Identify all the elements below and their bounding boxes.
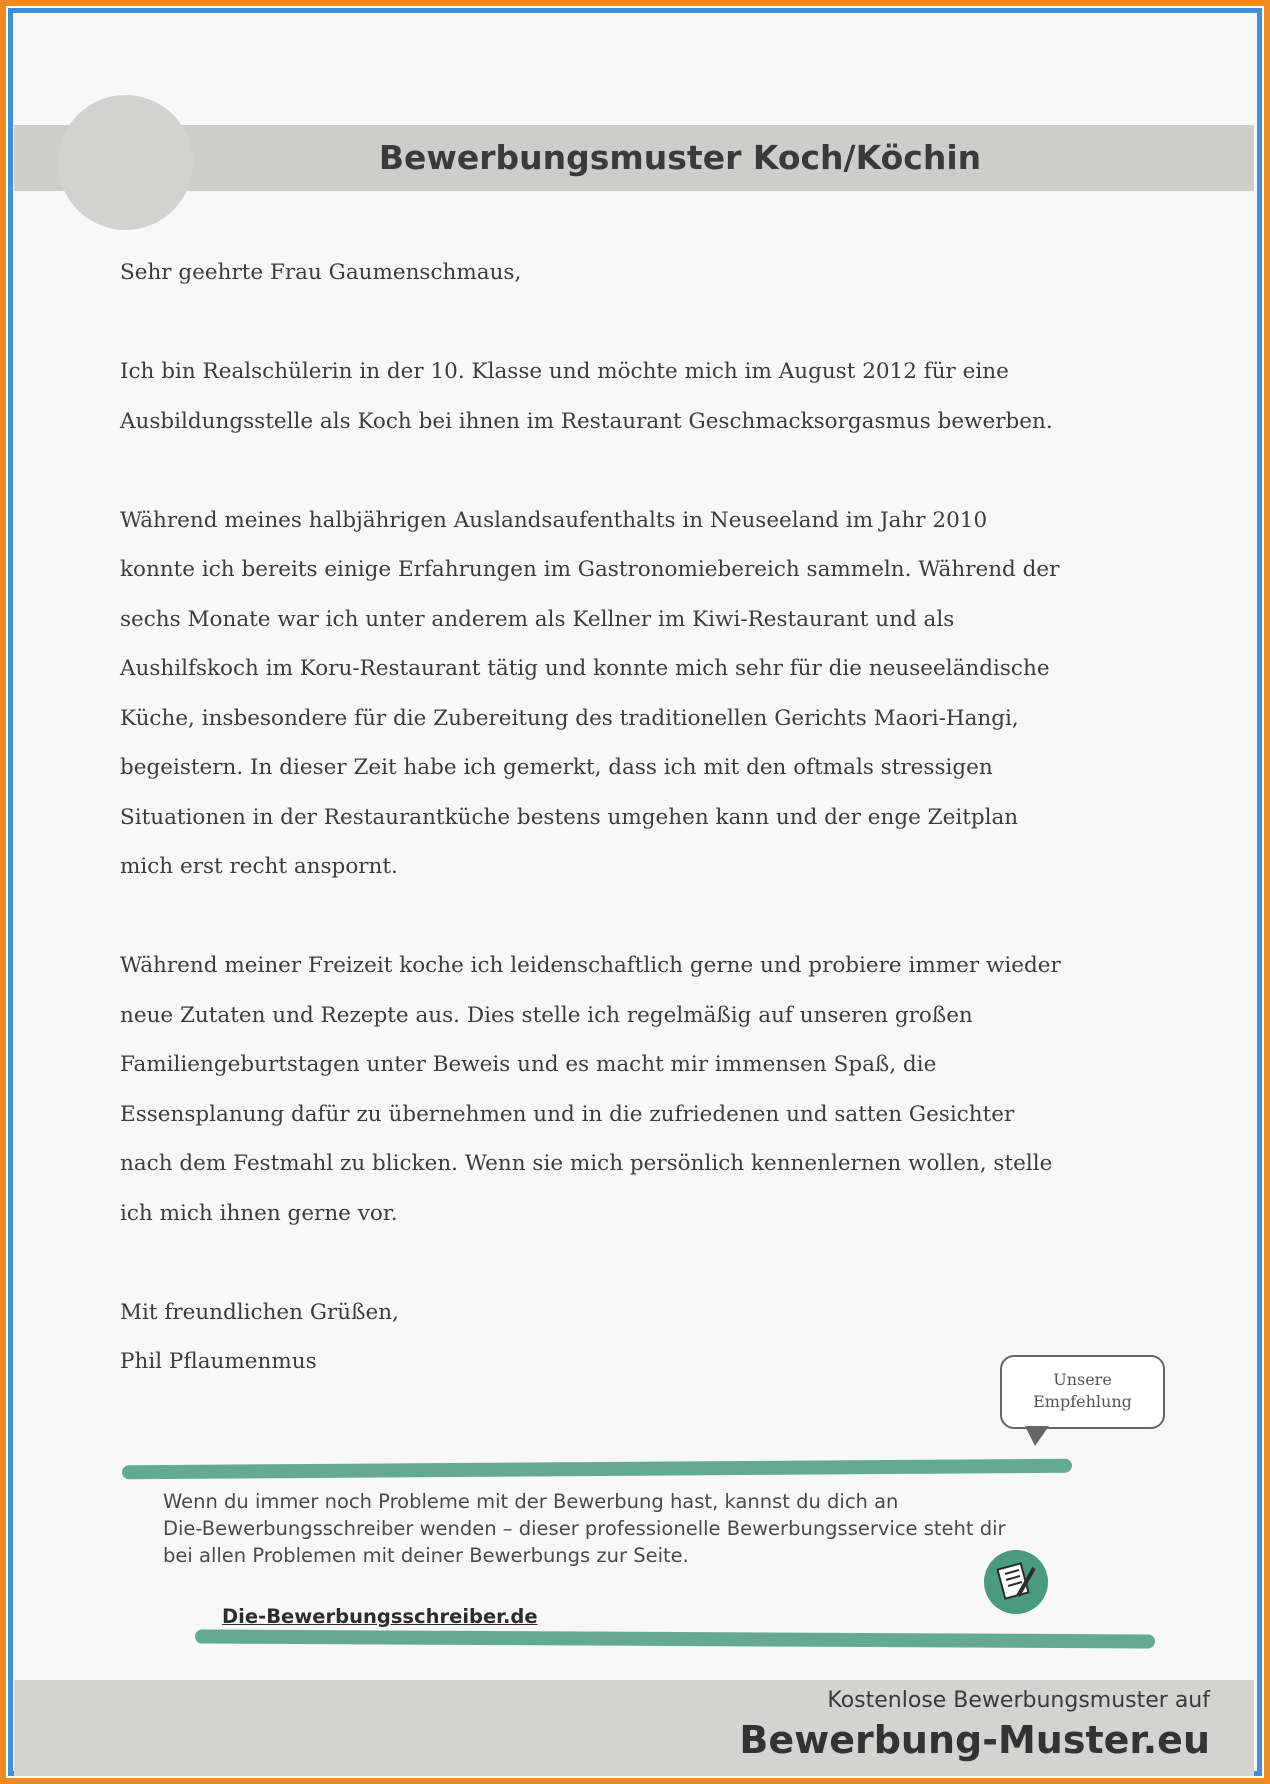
- letter-line: Ausbildungsstelle als Koch bei ihnen im Restaurant Geschmacksorgasmus bewerben.: [120, 408, 1053, 434]
- letter-signature: Phil Pflaumenmus: [120, 1349, 317, 1374]
- letter-line: begeistern. In dieser Zeit habe ich gemerkt, dass ich mit den oftmals stressigen: [120, 755, 993, 780]
- letter-salutation: Sehr geehrte Frau Gaumenschmaus,: [120, 260, 522, 285]
- footer-site-name: Bewerbung-Muster.eu: [739, 1718, 1210, 1762]
- letter-line: Während meines halbjährigen Auslandsaufenthalts in Neuseeland im Jahr 2010: [120, 507, 988, 533]
- letter-line: Küche, insbesondere für die Zubereitung des traditionellen Gerichts Maori-Hangi,: [120, 705, 1019, 731]
- letter-line: Aushilfskoch im Koru-Restaurant tätig und konnte mich sehr für die neuseeländische: [120, 656, 1050, 681]
- letter-line: Essensplanung dafür zu übernehmen und in die zufriedenen und satten Gesichter: [120, 1101, 1015, 1127]
- letter-closing: Mit freundlichen Grüßen,: [120, 1299, 399, 1325]
- letter-line: konnte ich bereits einige Erfahrungen im Gastronomiebereich sammeln. Während der: [120, 557, 1060, 582]
- title-decor-circle: [58, 95, 193, 230]
- bubble-line: Empfehlung: [1033, 1392, 1132, 1411]
- bubble-tail: [1025, 1426, 1049, 1446]
- letter-line: Familiengeburtstagen unter Beweis und es macht mir immensen Spaß, die: [120, 1052, 937, 1077]
- letter-line: Ich bin Realschülerin in der 10. Klasse und möchte mich im August 2012 für eine: [120, 359, 1009, 384]
- bubble-line: Unsere: [1053, 1370, 1112, 1389]
- recommendation-bubble: [1000, 1355, 1165, 1429]
- letter-body: [120, 248, 1140, 1387]
- letter-line: nach dem Festmahl zu blicken. Wenn sie mich persönlich kennenlernen wollen, stelle: [120, 1151, 1053, 1176]
- letter-line: mich erst recht anspornt.: [120, 854, 398, 879]
- letter-line: Situationen in der Restaurantküche bestens umgehen kann und der enge Zeitplan: [120, 804, 1019, 830]
- promo-link[interactable]: Die-Bewerbungsschreiber.de: [222, 1605, 538, 1628]
- letter-line: sechs Monate war ich unter anderem als Kellner im Kiwi-Restaurant und als: [120, 606, 955, 632]
- footer-caption: Kostenlose Bewerbungsmuster auf: [827, 1688, 1210, 1713]
- promo-line: bei allen Problemen mit deiner Bewerbungs zur Seite.: [163, 1544, 689, 1567]
- page-title: Bewerbungsmuster Koch/Köchin: [378, 138, 982, 177]
- document-pen-icon: [984, 1550, 1048, 1614]
- promo-text: [163, 1488, 1123, 1569]
- letter-line: neue Zutaten und Rezepte aus. Dies stelle ich regelmäßig auf unseren großen: [120, 1002, 973, 1028]
- promo-line: Die-Bewerbungsschreiber wenden – dieser professionelle Bewerbungsservice steht dir: [163, 1517, 1006, 1540]
- letter-line: Während meiner Freizeit koche ich leidenschaftlich gerne und probiere immer wieder: [120, 953, 1061, 978]
- letter-line: ich mich ihnen gerne vor.: [120, 1200, 398, 1226]
- promo-line: Wenn du immer noch Probleme mit der Bewerbung hast, kannst du dich an: [163, 1490, 899, 1513]
